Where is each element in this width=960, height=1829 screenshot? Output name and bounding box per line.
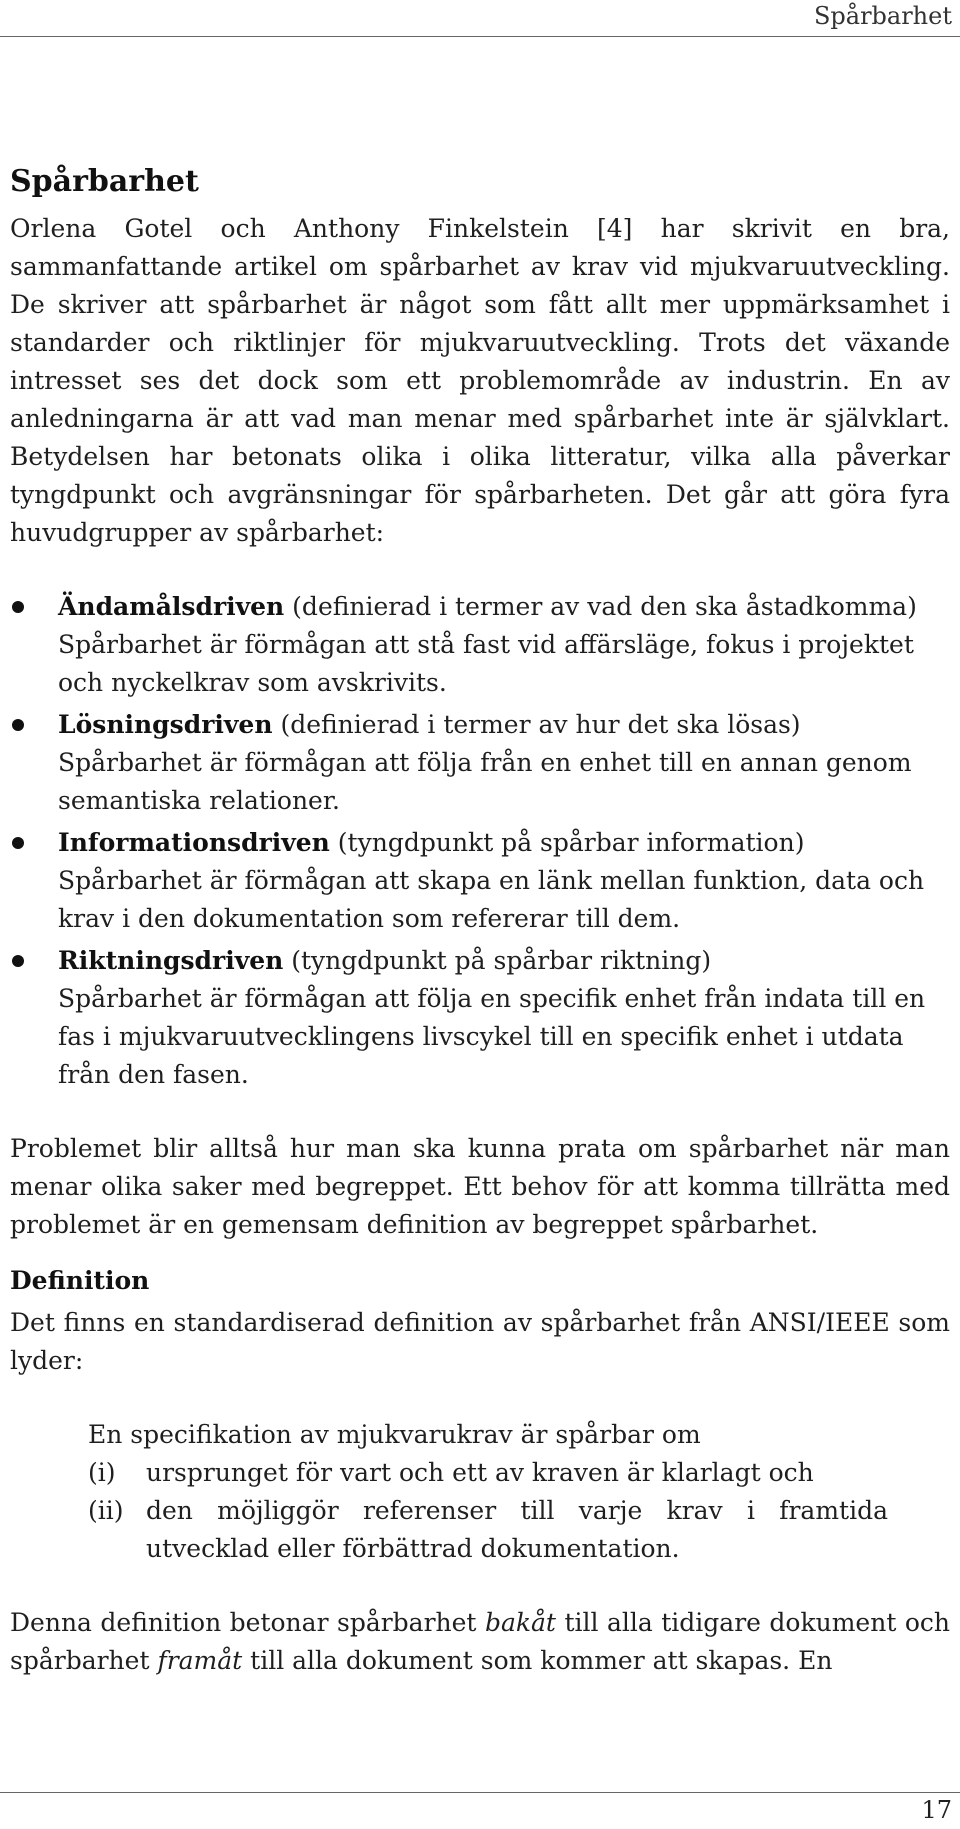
footer-divider <box>0 1792 960 1793</box>
list-item-information-driven <box>10 824 950 938</box>
header-divider <box>0 36 960 37</box>
quote-item <box>88 1492 888 1568</box>
problem-paragraph: Problemet blir alltså hur man ska kunna prata om spårbarhet när man menar olika saker med begreppet. Ett behov för att komma tillrätta med problemet är en gemensam definition av begreppet spårbarhet. <box>10 1134 950 1239</box>
group-term: Lösningsdriven <box>58 710 273 739</box>
group-term: Informationsdriven <box>58 828 330 857</box>
closing-paragraph <box>10 1604 950 1680</box>
list-item-solution-driven <box>10 706 950 820</box>
list-item-purpose-driven <box>10 588 950 702</box>
group-qualifier: (definierad i termer av vad den ska åstadkomma) <box>284 592 917 621</box>
ansi-ieee-definition-quote <box>88 1416 888 1568</box>
forward-term: framåt <box>157 1646 243 1675</box>
group-description: Spårbarhet är förmågan att följa från en enhet till en annan genom semantiska relationer. <box>58 748 912 815</box>
definition-intro: Det finns en standardiserad definition av spårbarhet från ANSI/IEEE som lyder: <box>10 1308 950 1375</box>
bullet-icon <box>12 601 24 613</box>
definition-heading: Definition <box>10 1266 150 1295</box>
intro-paragraph: Orlena Gotel och Anthony Finkelstein [4] har skrivit en bra, sammanfattande artikel om spårbarhet av krav vid mjukvaruutveckling. De skriver att spårbarhet är något som fått allt mer uppmärksamhet i standarder och riktlinjer för mjukvaruutveckling. Trots det växande intresset ses det dock som ett problemområde av industrin. En av anledningarna är att vad man menar med spårbarhet inte är självklart. Betydelsen har betonats olika i olika litteratur, vilka alla påverkar tyngdpunkt och avgränsningar för spårbarheten. Det går att göra fyra huvudgrupper av spårbarhet: <box>10 214 950 547</box>
bullet-icon <box>12 955 24 967</box>
running-header-title: Spårbarhet <box>813 2 952 30</box>
group-qualifier: (tyngdpunkt på spårbar information) <box>329 828 805 857</box>
quote-item-text: ursprunget för vart och ett av kraven är klarlagt och <box>146 1458 814 1487</box>
quote-item-text: den möjliggör referenser till varje krav i framtida utvecklad eller förbättrad dokumentation. <box>146 1496 888 1563</box>
group-term: Riktningsdriven <box>58 946 284 975</box>
closing-text-start: Denna definition betonar spårbarhet <box>10 1608 485 1637</box>
document-body <box>10 164 950 1680</box>
group-description: Spårbarhet är förmågan att skapa en länk mellan funktion, data och krav i den dokumentation som refererar till dem. <box>58 866 925 933</box>
backward-term: bakåt <box>484 1608 556 1637</box>
quote-lead: En specifikation av mjukvarukrav är spårbar om <box>88 1420 701 1449</box>
group-term: Ändamålsdriven <box>58 592 285 621</box>
section-title: Spårbarhet <box>10 164 199 199</box>
closing-text-end: till alla dokument som kommer att skapas. En <box>242 1646 833 1675</box>
closing-text-middle: till alla tidigare dokument och spårbarhet <box>10 1608 951 1675</box>
page-number: 17 <box>921 1796 952 1824</box>
quote-item-number: (ii) <box>88 1496 124 1525</box>
traceability-groups-list <box>10 588 950 1094</box>
list-item-direction-driven <box>10 942 950 1094</box>
bullet-icon <box>12 837 24 849</box>
group-description: Spårbarhet är förmågan att följa en specifik enhet från indata till en fas i mjukvaruutvecklingens livscykel till en specifik enhet i utdata från den fasen. <box>58 984 926 1089</box>
group-qualifier: (definierad i termer av hur det ska lösas) <box>272 710 801 739</box>
quote-item-number: (i) <box>88 1458 116 1487</box>
quote-item <box>88 1454 888 1492</box>
group-qualifier: (tyngdpunkt på spårbar riktning) <box>283 946 712 975</box>
group-description: Spårbarhet är förmågan att stå fast vid affärsläge, fokus i projektet och nyckelkrav som avskrivits. <box>58 630 914 697</box>
bullet-icon <box>12 719 24 731</box>
